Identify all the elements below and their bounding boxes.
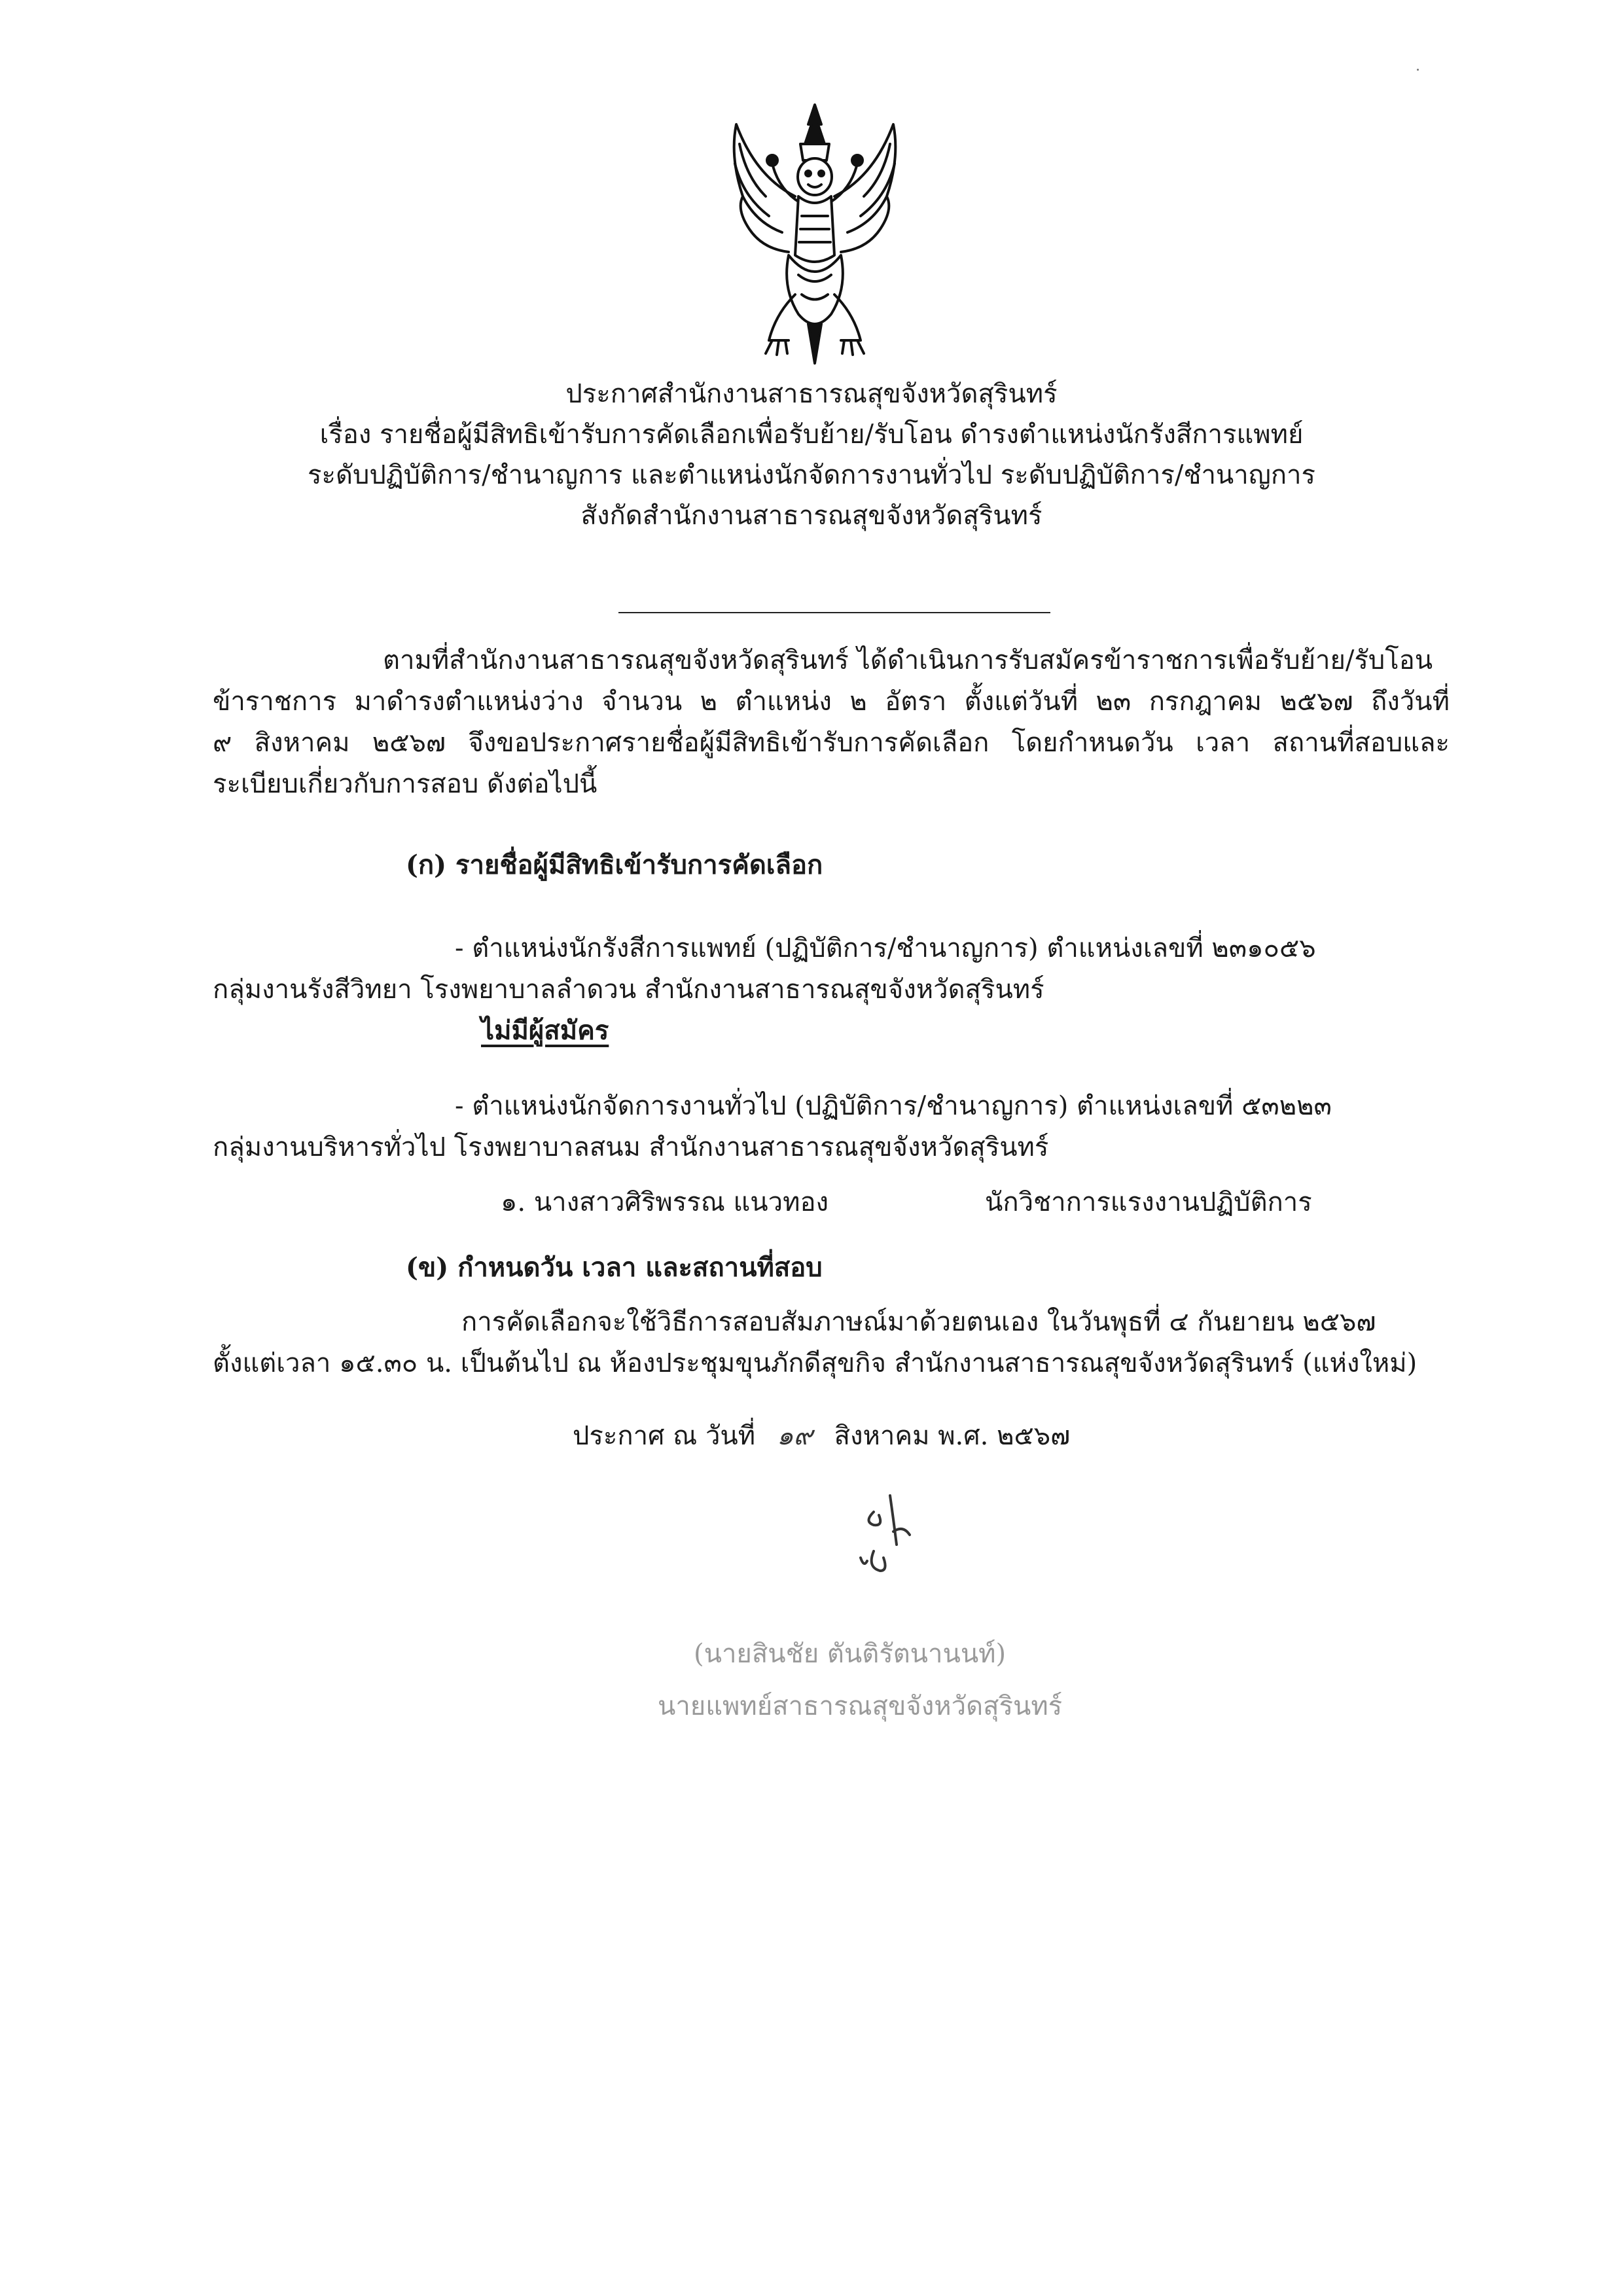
intro-line-2: ข้าราชการ มาดำรงตำแหน่งว่าง จำนวน ๒ ตำแหน่ง ๒ อัตรา ตั้งแต่วันที่ ๒๓ กรกฎาคม ๒๕๖๗ ถึงวันที่ [213, 687, 1450, 717]
no-applicant-note: ไม่มีผู้สมัคร [481, 1015, 609, 1046]
position-2-line-2: กลุ่มงานบริหารทั่วไป โรงพยาบาลสนม สำนักงานสาธารณสุขจังหวัดสุรินทร์ [213, 1132, 1049, 1162]
signatory-title: นายแพทย์สาธารณสุขจังหวัดสุรินทร์ [658, 1691, 1063, 1721]
position-1-line-2: กลุ่มงานรังสีวิทยา โรงพยาบาลลำดวน สำนักงานสาธารณสุขจังหวัดสุรินทร์ [213, 975, 1044, 1005]
section-a-heading: (ก) รายชื่อผู้มีสิทธิเข้ารับการคัดเลือก [406, 850, 823, 880]
announcement-date [573, 1420, 1070, 1452]
signatory-name: (นายสินชัย ตันติรัตนานนท์) [694, 1639, 1007, 1669]
scan-speck [1417, 69, 1419, 71]
announcement-date-suffix: สิงหาคม พ.ศ. ๒๕๖๗ [834, 1421, 1071, 1451]
position-1-line-1: - ตำแหน่งนักรังสีการแพทย์ (ปฏิบัติการ/ชำนาญการ) ตำแหน่งเลขที่ ๒๓๑๐๕๖ [455, 933, 1316, 963]
garuda-emblem-icon [717, 98, 913, 367]
signature-icon [828, 1486, 933, 1584]
subject-line-2: ระดับปฏิบัติการ/ชำนาญการ และตำแหน่งนักจัดการงานทั่วไป ระดับปฏิบัติการ/ชำนาญการ [308, 460, 1315, 490]
intro-line-1: ตามที่สำนักงานสาธารณสุขจังหวัดสุรินทร์ ได้ดำเนินการรับสมัครข้าราชการเพื่อรับย้าย/รับโอน [383, 645, 1433, 675]
section-b-heading: (ข) กำหนดวัน เวลา และสถานที่สอบ [406, 1252, 823, 1283]
subject-line-1: เรื่อง รายชื่อผู้มีสิทธิเข้ารับการคัดเลือกเพื่อรับย้าย/รับโอน ดำรงตำแหน่งนักรังสีการแพทย์ [319, 420, 1304, 450]
intro-line-4: ระเบียบเกี่ยวกับการสอบ ดังต่อไปนี้ [213, 769, 597, 799]
announcement-title: ประกาศสำนักงานสาธารณสุขจังหวัดสุรินทร์ [565, 379, 1058, 409]
header-divider [618, 612, 1050, 613]
position-2-line-1: - ตำแหน่งนักจัดการงานทั่วไป (ปฏิบัติการ/ชำนาญการ) ตำแหน่งเลขที่ ๕๓๒๒๓ [455, 1091, 1332, 1121]
subject-line-3: สังกัดสำนักงานสาธารณสุขจังหวัดสุรินทร์ [580, 501, 1043, 531]
exam-line-1: การคัดเลือกจะใช้วิธีการสอบสัมภาษณ์มาด้วยตนเอง ในวันพุธที่ ๔ กันยายน ๒๕๖๗ [461, 1307, 1376, 1337]
candidate-current-position: นักวิชาการแรงงานปฏิบัติการ [985, 1187, 1312, 1217]
handwritten-day: ๑๙ [777, 1421, 813, 1451]
announcement-date-prefix: ประกาศ ณ วันที่ [573, 1421, 756, 1451]
intro-line-3: ๙ สิงหาคม ๒๕๖๗ จึงขอประกาศรายชื่อผู้มีสิทธิเข้ารับการคัดเลือก โดยกำหนดวัน เวลา สถานที่สอบและ [213, 728, 1450, 758]
exam-line-2: ตั้งแต่เวลา ๑๕.๓๐ น. เป็นต้นไป ณ ห้องประชุมขุนภักดีสุขกิจ สำนักงานสาธารณสุขจังหวัดสุรินทร์ (แห่งใหม่) [213, 1348, 1418, 1378]
candidate-name: ๑. นางสาวศิริพรรณ แนวทอง [501, 1187, 829, 1217]
